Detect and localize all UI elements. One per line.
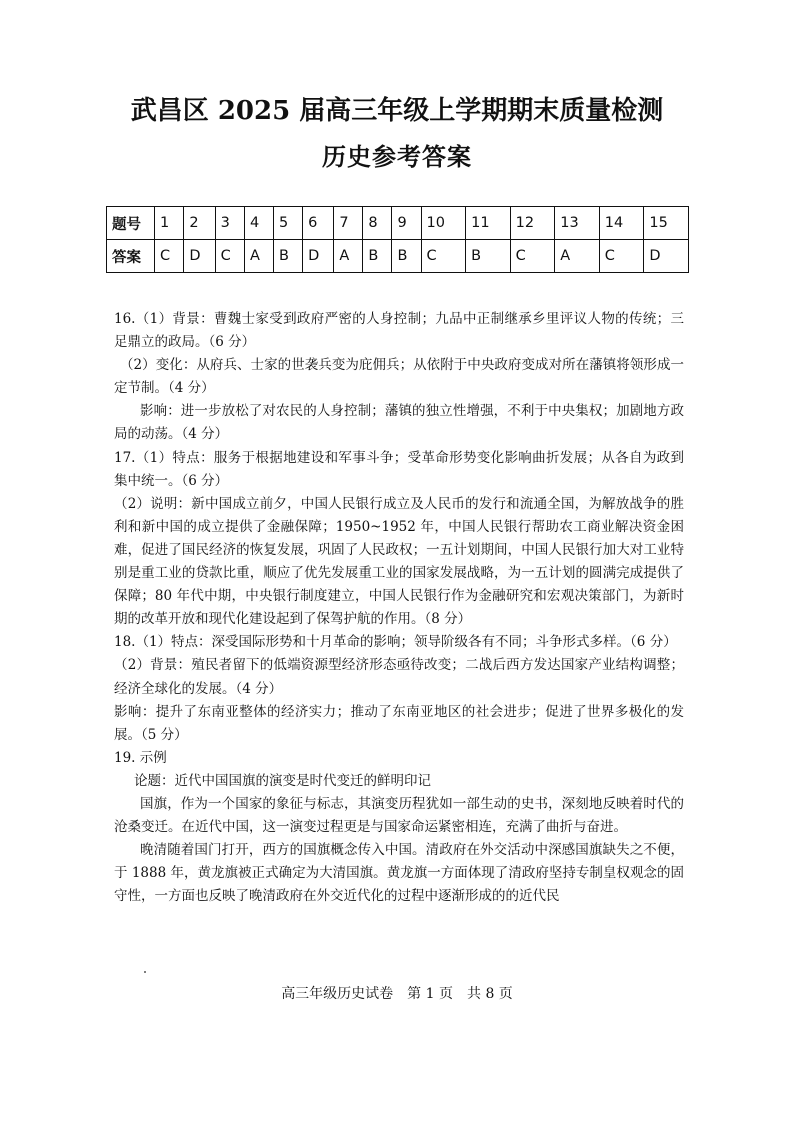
answer-cell: A xyxy=(334,240,363,273)
question-number-cell: 12 xyxy=(510,207,555,240)
answer-cell: C xyxy=(599,240,644,273)
question-number-cell: 1 xyxy=(155,207,184,240)
question-number-cell: 5 xyxy=(274,207,303,240)
document-title: 武昌区 2025 届高三年级上学期期末质量检测 xyxy=(130,96,664,126)
answer-table xyxy=(106,206,689,273)
answer-cell: B xyxy=(274,240,303,273)
question-number-cell: 10 xyxy=(421,207,466,240)
answer-row xyxy=(107,240,689,273)
answer-cell: C xyxy=(155,240,184,273)
answer-cell: C xyxy=(510,240,555,273)
answer-cell: D xyxy=(184,240,215,273)
question-number-cell: 7 xyxy=(334,207,363,240)
answer-cell: B xyxy=(466,240,511,273)
q17-part2: （2）说明：新中国成立前夕，中国人民银行成立及人民币的发行和流通全国，为解放战争的胜利和新中国的成立提供了金融保障；1950~1952 年，中国人民银行帮助农工商业解决资金困难，促进了国民经济的恢复发展，巩固了人民政权；一五计划期间，中国人民银行加大对工业特别是重工业的贷款比重，顺应了优先发展重工业的国家发展战略，为一五计划的圆满完成提供了保障；80 年代中期，中央银行制度建立，中国人民银行作为金融研究和宏观决策部门，为新时期的改革开放和现代化建设起到了保驾护航的作用。（8 分） xyxy=(114,495,684,628)
q19-paragraph-2: 晚清随着国门打开，西方的国旗概念传入中国。清政府在外交活动中深感国旗缺失之不便，于 1888 年，黄龙旗被正式确定为大清国旗。黄龙旗一方面体现了清政府坚持专制皇权观念的固守性，一方面也反映了晚清政府在外交近代化的过程中逐渐形成的的近代民 xyxy=(114,842,684,905)
answer-label: 答案 xyxy=(107,240,155,273)
question-number-cell: 3 xyxy=(215,207,244,240)
q17-part1: 17.（1）特点：服务于根据地建设和军事斗争；受革命形势变化影响曲折发展；从各自为政到集中统一。（6 分） xyxy=(114,449,684,489)
answer-cell: D xyxy=(303,240,334,273)
question-number-cell: 4 xyxy=(245,207,274,240)
answer-cell: C xyxy=(215,240,244,273)
question-number-cell: 6 xyxy=(303,207,334,240)
q19-paragraph-1: 国旗，作为一个国家的象征与标志，其演变历程犹如一部生动的史书，深刻地反映着时代的沧桑变迁。在近代中国，这一演变过程更是与国家命运紧密相连，充满了曲折与奋进。 xyxy=(114,795,684,836)
answer-body xyxy=(114,308,684,908)
q19-heading: 19. 示例 xyxy=(114,749,167,766)
answer-cell: A xyxy=(245,240,274,273)
document-subtitle: 历史参考答案 xyxy=(322,142,472,171)
answer-cell: D xyxy=(644,240,689,273)
question-number-cell: 13 xyxy=(555,207,600,240)
question-number-row xyxy=(107,207,689,240)
answer-cell: B xyxy=(392,240,421,273)
question-number-cell: 15 xyxy=(644,207,689,240)
page-footer: 高三年级历史试卷 第 1 页 共 8 页 xyxy=(281,986,513,1002)
q16-part1: 16.（1）背景：曹魏士家受到政府严密的人身控制；九品中正制继承乡里评议人物的传统；三足鼎立的政局。（6 分） xyxy=(114,311,684,351)
question-number-label: 题号 xyxy=(107,207,155,240)
q16-part2: （2）变化：从府兵、士家的世袭兵变为庇佣兵；从依附于中央政府变成对所在藩镇将领形成一定节制。（4 分） xyxy=(114,357,684,397)
scan-speck xyxy=(144,971,146,973)
q16-part2-impact: 影响：进一步放松了对农民的人身控制；藩镇的独立性增强，不利于中央集权；加剧地方政局的动荡。（4 分） xyxy=(114,403,684,443)
q18-part2: （2）背景：殖民者留下的低端资源型经济形态亟待改变；二战后西方发达国家产业结构调整；经济全球化的发展。（4 分） xyxy=(114,657,684,697)
question-number-cell: 8 xyxy=(363,207,392,240)
answer-cell: B xyxy=(363,240,392,273)
q18-part2-impact: 影响：提升了东南亚整体的经济实力；推动了东南亚地区的社会进步；促进了世界多极化的发展。（5 分） xyxy=(114,703,684,743)
question-number-cell: 9 xyxy=(392,207,421,240)
answer-cell: C xyxy=(421,240,466,273)
q19-thesis: 论题：近代中国国旗的演变是时代变迁的鲜明印记 xyxy=(134,772,431,789)
question-number-cell: 2 xyxy=(184,207,215,240)
answer-cell: A xyxy=(555,240,600,273)
question-number-cell: 11 xyxy=(466,207,511,240)
q18-part1: 18.（1）特点：深受国际形势和十月革命的影响；领导阶级各有不同；斗争形式多样。（6 分） xyxy=(114,634,677,651)
question-number-cell: 14 xyxy=(599,207,644,240)
